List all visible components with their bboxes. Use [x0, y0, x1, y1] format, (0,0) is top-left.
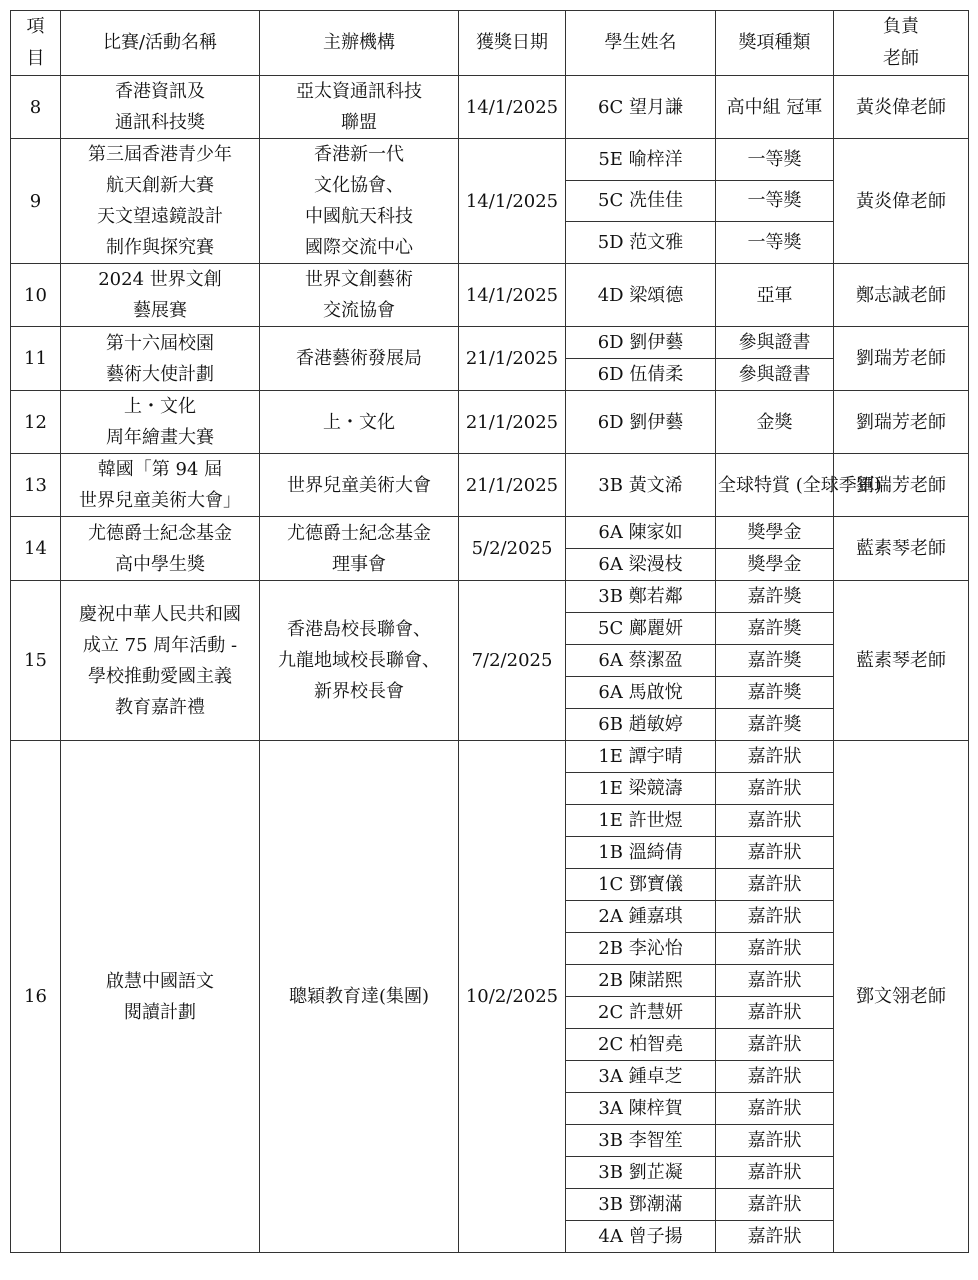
header-date: 獲獎日期	[459, 11, 566, 76]
cell-award: 嘉許狀	[716, 1093, 834, 1125]
cell-student: 3B 黃文浠	[566, 454, 716, 517]
cell-award: 金獎	[716, 391, 834, 454]
cell-award: 嘉許狀	[716, 1061, 834, 1093]
cell-teacher: 鄭志誠老師	[834, 264, 969, 327]
cell-award: 獎學金	[716, 517, 834, 549]
cell-competition: 第十六屆校園 藝術大使計劃	[61, 327, 260, 391]
cell-student: 6B 趙敏婷	[566, 709, 716, 741]
cell-award: 嘉許狀	[716, 1189, 834, 1221]
cell-item: 11	[11, 327, 61, 391]
table-body	[11, 76, 969, 1253]
cell-student: 1E 譚宇晴	[566, 741, 716, 773]
cell-award: 參與證書	[716, 327, 834, 359]
cell-item: 8	[11, 76, 61, 139]
cell-item: 15	[11, 581, 61, 741]
table-row	[11, 454, 969, 517]
cell-student: 2B 陳諾熙	[566, 965, 716, 997]
cell-organizer: 世界兒童美術大會	[260, 454, 459, 517]
awards-table	[10, 10, 969, 1253]
cell-competition: 慶祝中華人民共和國 成立 75 周年活動 - 學校推動愛國主義 教育嘉許禮	[61, 581, 260, 741]
cell-award: 嘉許狀	[716, 741, 834, 773]
cell-student: 3B 劉芷凝	[566, 1157, 716, 1189]
cell-award: 嘉許獎	[716, 709, 834, 741]
cell-student: 6A 馬啟悅	[566, 677, 716, 709]
cell-organizer: 香港島校長聯會、 九龍地域校長聯會、 新界校長會	[260, 581, 459, 741]
table-row	[11, 327, 969, 359]
cell-student: 6D 伍倩柔	[566, 359, 716, 391]
cell-student: 6D 劉伊藝	[566, 327, 716, 359]
cell-teacher: 劉瑞芳老師	[834, 454, 969, 517]
cell-student: 3A 鍾卓芝	[566, 1061, 716, 1093]
cell-student: 6A 蔡潔盈	[566, 645, 716, 677]
cell-competition: 啟慧中國語文 閱讀計劃	[61, 741, 260, 1253]
cell-organizer: 聰穎教育達(集團)	[260, 741, 459, 1253]
cell-teacher: 藍素琴老師	[834, 581, 969, 741]
cell-award: 參與證書	[716, 359, 834, 391]
cell-award: 嘉許狀	[716, 933, 834, 965]
cell-date: 14/1/2025	[459, 139, 566, 264]
cell-award: 嘉許狀	[716, 869, 834, 901]
cell-award: 嘉許獎	[716, 613, 834, 645]
cell-award: 亞軍	[716, 264, 834, 327]
cell-competition: 2024 世界文創 藝展賽	[61, 264, 260, 327]
table-row	[11, 139, 969, 181]
cell-award: 嘉許獎	[716, 645, 834, 677]
cell-student: 5C 冼佳佳	[566, 180, 716, 222]
cell-item: 13	[11, 454, 61, 517]
table-row	[11, 581, 969, 613]
cell-award: 嘉許狀	[716, 1221, 834, 1253]
cell-item: 12	[11, 391, 61, 454]
cell-competition: 韓國「第 94 屆 世界兒童美術大會」	[61, 454, 260, 517]
cell-student: 6D 劉伊藝	[566, 391, 716, 454]
table-row	[11, 76, 969, 139]
cell-teacher: 鄧文翎老師	[834, 741, 969, 1253]
cell-competition: 香港資訊及 通訊科技獎	[61, 76, 260, 139]
table-row	[11, 391, 969, 454]
cell-award: 高中組 冠軍	[716, 76, 834, 139]
cell-student: 5D 范文雅	[566, 222, 716, 264]
cell-organizer: 亞太資通訊科技 聯盟	[260, 76, 459, 139]
header-organizer: 主辦機構	[260, 11, 459, 76]
cell-organizer: 上・文化	[260, 391, 459, 454]
header-award: 獎項種類	[716, 11, 834, 76]
cell-date: 21/1/2025	[459, 454, 566, 517]
cell-student: 4D 梁頌德	[566, 264, 716, 327]
cell-student: 6A 梁漫枝	[566, 549, 716, 581]
cell-award: 嘉許狀	[716, 901, 834, 933]
cell-award: 獎學金	[716, 549, 834, 581]
cell-award: 嘉許狀	[716, 965, 834, 997]
header-student: 學生姓名	[566, 11, 716, 76]
table-row	[11, 264, 969, 327]
cell-award: 全球特賞 (全球季軍)	[716, 454, 834, 517]
cell-student: 3B 李智笙	[566, 1125, 716, 1157]
cell-teacher: 藍素琴老師	[834, 517, 969, 581]
cell-date: 14/1/2025	[459, 76, 566, 139]
table-row	[11, 517, 969, 549]
cell-item: 16	[11, 741, 61, 1253]
cell-student: 1B 溫綺倩	[566, 837, 716, 869]
cell-item: 14	[11, 517, 61, 581]
cell-award: 嘉許狀	[716, 1029, 834, 1061]
cell-student: 6A 陳家如	[566, 517, 716, 549]
cell-student: 3A 陳梓賀	[566, 1093, 716, 1125]
cell-award: 一等獎	[716, 222, 834, 264]
cell-student: 3B 鄭若鄰	[566, 581, 716, 613]
cell-award: 嘉許狀	[716, 805, 834, 837]
cell-competition: 上・文化 周年繪畫大賽	[61, 391, 260, 454]
cell-teacher: 劉瑞芳老師	[834, 327, 969, 391]
cell-student: 3B 鄧潮滿	[566, 1189, 716, 1221]
cell-student: 2A 鍾嘉琪	[566, 901, 716, 933]
cell-organizer: 香港新一代 文化協會、 中國航天科技 國際交流中心	[260, 139, 459, 264]
cell-organizer: 尤德爵士紀念基金 理事會	[260, 517, 459, 581]
cell-student: 5E 喻梓洋	[566, 139, 716, 181]
cell-date: 5/2/2025	[459, 517, 566, 581]
table-row	[11, 741, 969, 773]
cell-date: 10/2/2025	[459, 741, 566, 1253]
cell-award: 嘉許狀	[716, 997, 834, 1029]
cell-item: 9	[11, 139, 61, 264]
cell-award: 一等獎	[716, 139, 834, 181]
cell-competition: 第三屆香港青少年 航天創新大賽 天文望遠鏡設計 制作與探究賽	[61, 139, 260, 264]
cell-organizer: 香港藝術發展局	[260, 327, 459, 391]
cell-award: 嘉許狀	[716, 1125, 834, 1157]
cell-student: 1C 鄧寶儀	[566, 869, 716, 901]
cell-student: 6C 望月謙	[566, 76, 716, 139]
header-row	[11, 11, 969, 76]
cell-date: 21/1/2025	[459, 327, 566, 391]
cell-student: 1E 梁競濤	[566, 773, 716, 805]
cell-student: 4A 曾子揚	[566, 1221, 716, 1253]
cell-award: 嘉許獎	[716, 581, 834, 613]
cell-organizer: 世界文創藝術 交流協會	[260, 264, 459, 327]
header-teacher: 負責 老師	[834, 11, 969, 76]
cell-award: 嘉許狀	[716, 837, 834, 869]
cell-student: 2B 李沁怡	[566, 933, 716, 965]
cell-date: 7/2/2025	[459, 581, 566, 741]
cell-date: 21/1/2025	[459, 391, 566, 454]
cell-student: 2C 柏智堯	[566, 1029, 716, 1061]
cell-student: 2C 許慧妍	[566, 997, 716, 1029]
cell-award: 嘉許狀	[716, 773, 834, 805]
header-competition: 比賽/活動名稱	[61, 11, 260, 76]
cell-student: 5C 鄺麗妍	[566, 613, 716, 645]
cell-award: 嘉許獎	[716, 677, 834, 709]
cell-student: 1E 許世煜	[566, 805, 716, 837]
cell-teacher: 劉瑞芳老師	[834, 391, 969, 454]
header-item: 項 目	[11, 11, 61, 76]
cell-award: 一等獎	[716, 180, 834, 222]
cell-award: 嘉許狀	[716, 1157, 834, 1189]
cell-competition: 尤德爵士紀念基金 高中學生獎	[61, 517, 260, 581]
cell-item: 10	[11, 264, 61, 327]
cell-teacher: 黃炎偉老師	[834, 139, 969, 264]
cell-teacher: 黃炎偉老師	[834, 76, 969, 139]
cell-date: 14/1/2025	[459, 264, 566, 327]
